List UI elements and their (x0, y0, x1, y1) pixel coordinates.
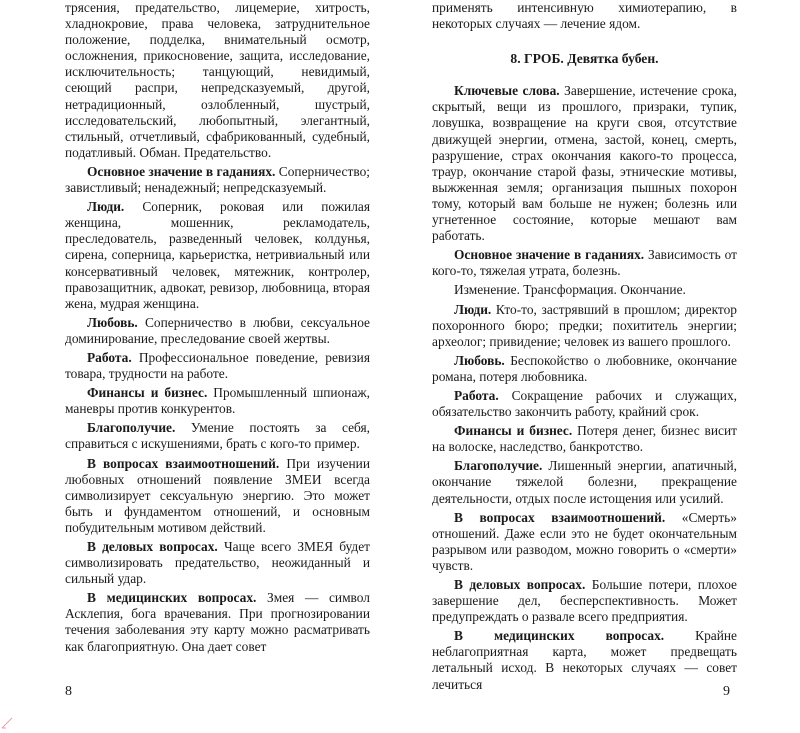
left-section-business (65, 539, 370, 587)
chapter-title: 8. ГРОБ. Девятка бубен. (510, 51, 659, 67)
section-text: Чаще всего ЗМЕЯ будет символизировать предательство, неожиданный и сильный удар. (65, 539, 370, 587)
left-intro-paragraph: трясения, предательство, лицемерие, хитрость, хладнокровие, права человека, затруднительное положение, подделка, внимательный осмотр, осложнения, прикосновение, защита, исследование, исключительность; танцующий, невидимый, сеющий распри, непредсказуемый, другой, нетрадиционный, озлобленный, шустрый, исследовательский, любопытный, элегантный, стильный, отчетливый, сфабрикованный, судебный, податливый. Обман. Предательство. (65, 0, 370, 160)
section-lead: Любовь. (87, 314, 138, 330)
section-lead: В деловых вопросах. (87, 539, 218, 554)
right-section-change (432, 282, 737, 298)
section-lead: Любовь. (454, 352, 505, 368)
left-section-main-meaning (65, 164, 370, 196)
right-section-relationships (432, 510, 737, 574)
section-text: Крайне неблагоприятная карта, может предвещать летальный исход. В некоторых случаях — совет лечиться (432, 628, 737, 692)
section-text: Беспокойство о любовнике, окончание романа, потеря любовника. (432, 352, 737, 384)
section-lead: В вопросах взаимоотношений. (454, 509, 666, 525)
section-text: Зависимость от кого-то, тяжелая утрата, болезнь. (432, 247, 737, 279)
section-lead: Основное значение в гаданиях. (454, 247, 645, 263)
section-lead: Работа. (454, 387, 499, 403)
right-section-people (432, 302, 737, 350)
section-text: Лишенный энергии, апатичный, окончание тяжелой болезни, прекращение деятельности, отдых после истощения или усилий. (432, 458, 737, 506)
section-lead: В медицинских вопросах. (454, 628, 665, 644)
corner-mark-icon (0, 716, 14, 730)
section-text: Соперничество; завистливый; ненадежный; непредсказуемый. (65, 163, 370, 196)
section-lead: Финансы и бизнес. (454, 423, 573, 439)
right-section-love (432, 353, 737, 385)
section-text: Соперничество в любви, сексуальное доминирование, преследование своей жертвы. (65, 314, 370, 346)
left-section-work (65, 350, 370, 382)
section-lead: Основное значение в гаданиях. (87, 163, 276, 179)
right-section-finance (432, 423, 737, 455)
right-section-main-meaning (432, 247, 737, 279)
right-section-wellbeing (432, 458, 737, 506)
section-lead: В медицинских вопросах. (87, 590, 257, 606)
left-section-wellbeing (65, 420, 370, 452)
right-section-business (432, 577, 737, 625)
section-lead: Ключевые слова. (454, 83, 560, 99)
left-section-people (65, 199, 370, 312)
section-text: Умение постоять за себя, справиться с искушениями, брать с кого-то пример. (65, 420, 370, 452)
section-lead: В вопросах взаимоотношений. (87, 455, 280, 471)
section-text: Завершение, истечение срока, скрытый, вещи из прошлого, призраки, тупик, ловушка, возвращение на круги своя, отсутствие движущей энергии, отмена, застой, конец, смерть, разрушение, страх окончания какого-то процесса, траур, окончание старой фазы, этнические мотивы, выжженная земля; организация пышных похорон тому, который вам больше не нужен; болезнь или угнетенное состояние, которые мешают вам работать. (432, 83, 737, 244)
section-text: Кто-то, застрявший в прошлом; директор похоронного бюро; предки; похититель энергии; археолог; привидение; человек из вашего прошлого. (432, 301, 737, 349)
right-section-work (432, 388, 737, 420)
section-text: Сокращение рабочих и служащих, обязательство закончить работу, крайний срок. (432, 387, 737, 420)
left-section-relationships (65, 456, 370, 536)
section-text: «Смерть» отношений. Даже если это не будет окончательным разрывом или разводом, можно говорить о «смерти» чувств. (432, 509, 737, 573)
section-lead: Люди. (454, 301, 492, 317)
section-lead: В деловых вопросах. (454, 577, 586, 592)
left-section-finance (65, 385, 370, 417)
right-intro-paragraph: применять интенсивную химиотерапию, в некоторых случаях — лечение ядом. (432, 0, 737, 32)
section-lead: Люди. (87, 199, 125, 215)
section-lead: Работа. (87, 349, 132, 365)
left-section-medical (65, 590, 370, 654)
section-text: Изменение. Трансформация. Окончание. (454, 282, 686, 298)
left-page (65, 0, 370, 655)
section-text: Соперник, роковая или пожилая женщина, мошенник, рекламодатель, преследователь, разведенный человек, колдунья, сирена, соперница, карьеристка, нетривиальный или консервативный человек, мятежник, контролер, правозащитник, адвокат, ревизор, любовница, вторая жена, мудрая женщина. (65, 199, 370, 311)
section-text: Большие потери, плохое завершение дел, бесперспективность. Может предупреждать о развале всего предприятия. (432, 577, 737, 625)
right-section-medical (432, 628, 737, 692)
right-section-keywords (432, 83, 737, 244)
section-text: При изучении любовных отношений появление ЗМЕИ всегда символизирует сексуальную энергию. Это может быть и фундаментом отношений, и основным побудительным мотивом действий. (65, 455, 370, 535)
section-lead: Благополучие. (87, 420, 176, 436)
section-lead: Финансы и бизнес. (87, 385, 208, 401)
section-lead: Благополучие. (454, 458, 543, 474)
section-text: Профессиональное поведение, ревизия товара, трудности на работе. (65, 349, 370, 382)
right-page (432, 0, 737, 693)
section-text: Потеря денег, бизнес висит на волоске, наследство, банкротство. (432, 423, 738, 455)
section-text: Промышленный шпионаж, маневры против конкурентов. (65, 385, 371, 417)
left-section-love (65, 315, 370, 347)
section-text: Змея — символ Асклепия, бога врачевания. При прогнозировании течения заболевания эту карту можно расматривать как благоприятную. Она дает совет (65, 590, 370, 654)
page-number-right: 9 (723, 684, 730, 699)
page-number-left: 8 (65, 684, 72, 699)
